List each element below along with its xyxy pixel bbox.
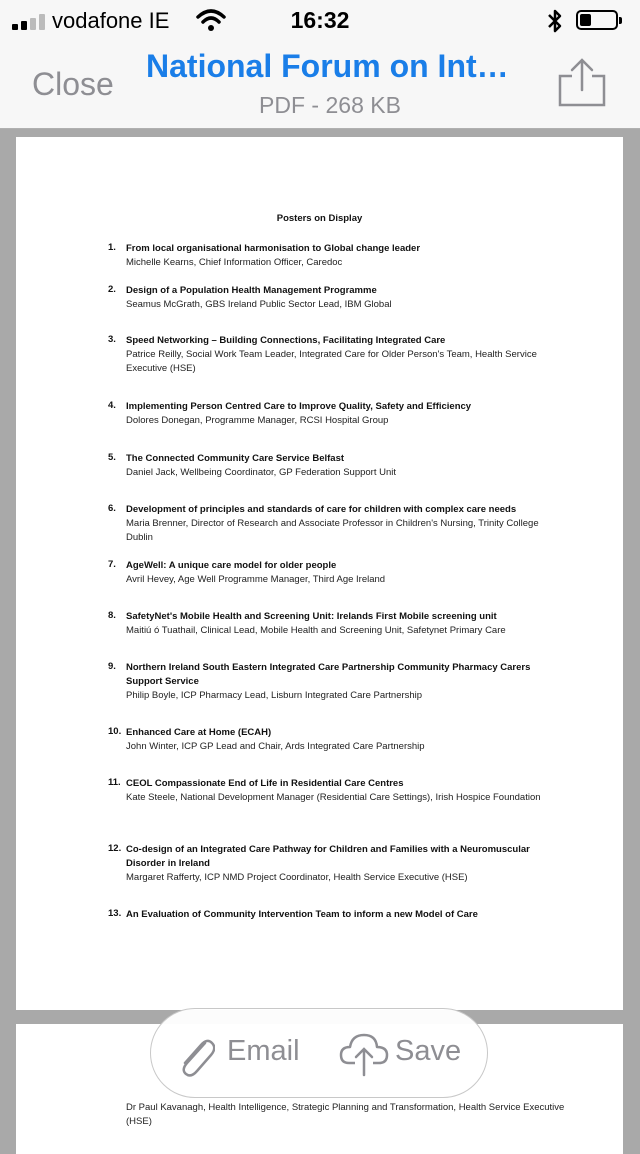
item-author: Philip Boyle, ICP Pharmacy Lead, Lisburn Integrated Care Partnership — [126, 690, 423, 701]
save-button[interactable] — [339, 1009, 479, 1097]
item-number: 10. — [108, 726, 122, 737]
item-text — [126, 559, 551, 587]
paperclip-icon — [175, 1029, 215, 1077]
item-author: John Winter, ICP GP Lead and Chair, Ards Integrated Care Partnership — [126, 741, 425, 752]
email-button[interactable] — [175, 1009, 315, 1097]
item-number: 5. — [108, 452, 116, 463]
email-label: Email — [227, 1035, 300, 1067]
item-author: Maria Brenner, Director of Research and Associate Professor in Children's Nursing, Trinity College Dublin — [126, 518, 539, 543]
item-number: 2. — [108, 284, 116, 295]
item-text — [126, 242, 551, 270]
clock: 16:32 — [290, 7, 350, 33]
item-author: Dolores Donegan, Programme Manager, RCSI Hospital Group — [126, 415, 389, 426]
battery-icon — [576, 10, 618, 30]
close-button[interactable]: Close — [32, 66, 114, 102]
item-number: 8. — [108, 610, 116, 621]
item-text — [126, 400, 551, 428]
item-text — [126, 610, 551, 638]
item-author: Maitiú ó Tuathail, Clinical Lead, Mobile Health and Screening Unit, Safetynet Primary Care — [126, 625, 506, 636]
carrier-name: vodafone IE — [52, 8, 170, 33]
item-number: 12. — [108, 843, 122, 854]
item-text — [126, 843, 551, 885]
document-title: National Forum on Int… — [146, 48, 509, 84]
item-text — [126, 284, 551, 312]
document-heading: Posters on Display — [276, 213, 363, 224]
item-title: Speed Networking – Building Connections, Facilitating Integrated Care — [126, 335, 446, 346]
item-author: Daniel Jack, Wellbeing Coordinator, GP Federation Support Unit — [126, 467, 397, 478]
item-title: The Connected Community Care Service Belfast — [126, 453, 345, 464]
item-title: Co-design of an Integrated Care Pathway for Children and Families with a Neuromuscular Disorder in Ireland — [126, 844, 530, 869]
item-text — [126, 908, 551, 922]
item-author: Margaret Rafferty, ICP NMD Project Coordinator, Health Service Executive (HSE) — [126, 872, 468, 883]
document-subtitle: PDF - 268 KB — [259, 92, 401, 118]
item-text — [126, 334, 551, 376]
continuation-text: Dr Paul Kavanagh, Health Intelligence, Strategic Planning and Transformation, Health Service Executive (HSE) — [126, 1102, 565, 1127]
item-author: Patrice Reilly, Social Work Team Leader, Integrated Care for Older Person's Team, Health Service Executive (HSE) — [126, 349, 537, 374]
item-title: Northern Ireland South Eastern Integrated Care Partnership Community Pharmacy Carers Support Service — [126, 662, 531, 687]
action-pill — [150, 1008, 488, 1098]
item-title: Development of principles and standards of care for children with complex care needs — [126, 504, 517, 515]
item-number: 11. — [108, 777, 121, 788]
item-title: Implementing Person Centred Care to Improve Quality, Safety and Efficiency — [126, 401, 472, 412]
item-number: 13. — [108, 908, 122, 919]
item-title: From local organisational harmonisation to Global change leader — [126, 243, 421, 254]
save-label: Save — [395, 1035, 462, 1067]
item-author: Michelle Kearns, Chief Information Officer, Caredoc — [126, 257, 343, 268]
status-bar — [0, 0, 640, 40]
item-text — [126, 503, 551, 545]
pdf-page[interactable] — [16, 137, 623, 1010]
cloud-upload-icon — [339, 1027, 389, 1077]
item-text — [126, 661, 551, 703]
item-number: 3. — [108, 334, 116, 345]
item-title: Design of a Population Health Management Programme — [126, 285, 377, 296]
item-title: Enhanced Care at Home (ECAH) — [126, 727, 272, 738]
item-number: 9. — [108, 661, 116, 672]
item-author: Seamus McGrath, GBS Ireland Public Sector Lead, IBM Global — [126, 299, 392, 310]
bluetooth-icon — [546, 8, 564, 34]
item-title: CEOL Compassionate End of Life in Residential Care Centres — [126, 778, 404, 789]
item-number: 7. — [108, 559, 116, 570]
item-author: Kate Steele, National Development Manager (Residential Care Settings), Irish Hospice Foundation — [126, 792, 541, 803]
item-text — [126, 726, 551, 754]
share-icon[interactable] — [556, 58, 608, 108]
item-text — [126, 777, 551, 805]
item-text — [126, 452, 551, 480]
item-author: Avril Hevey, Age Well Programme Manager, Third Age Ireland — [126, 574, 386, 585]
item-title: SafetyNet's Mobile Health and Screening Unit: Irelands First Mobile screening unit — [126, 611, 497, 622]
navigation-bar — [0, 0, 640, 129]
item-number: 4. — [108, 400, 116, 411]
item-number: 1. — [108, 242, 116, 253]
item-number: 6. — [108, 503, 116, 514]
item-title: AgeWell: A unique care model for older people — [126, 560, 337, 571]
item-title: An Evaluation of Community Intervention Team to inform a new Model of Care — [126, 909, 478, 920]
